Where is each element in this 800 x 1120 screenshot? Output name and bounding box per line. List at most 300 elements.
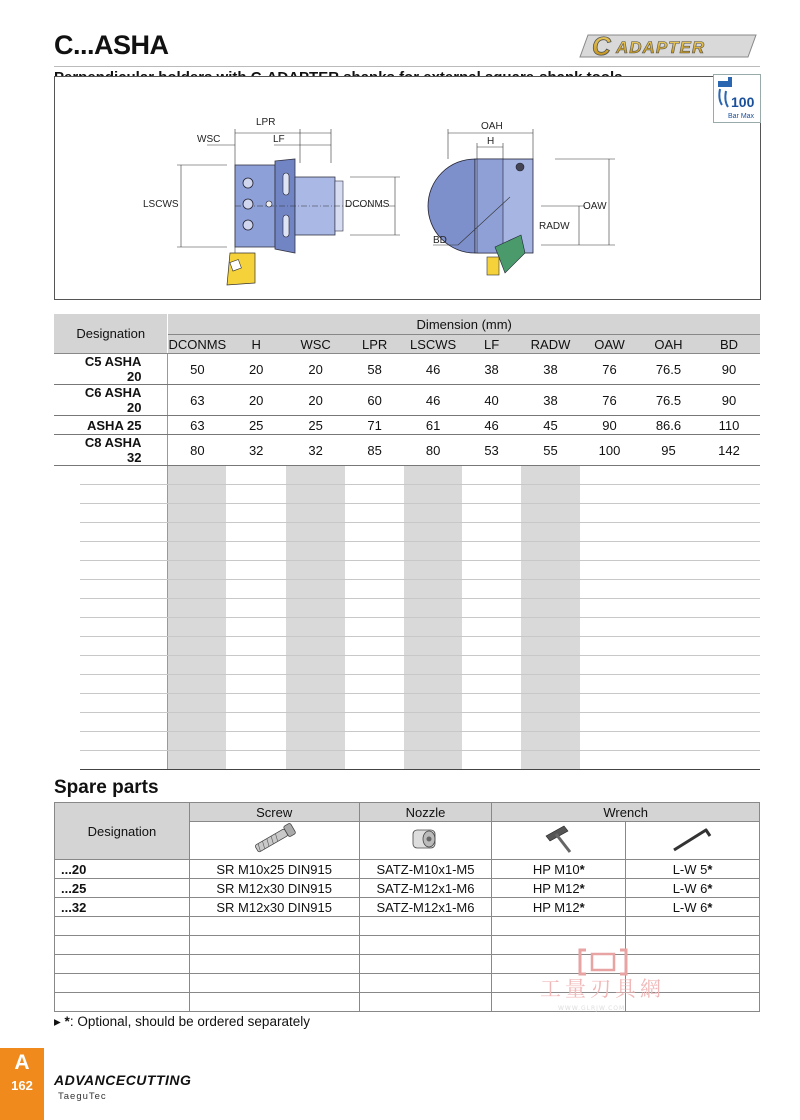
row-gutter <box>54 354 80 385</box>
cell-radw <box>521 542 580 561</box>
cell-oah <box>639 523 698 542</box>
spare-designation: ...32 <box>55 898 190 917</box>
cell-oah: 76.5 <box>639 385 698 416</box>
cell-dconms <box>168 599 226 618</box>
cell-lpr <box>345 504 404 523</box>
cell-lf <box>462 694 521 713</box>
cell-lf <box>462 732 521 751</box>
cell-h <box>226 561 286 580</box>
spare-parts-title: Spare parts <box>54 777 159 798</box>
cell-lf <box>462 580 521 599</box>
spare-wrench1-value: HP M10 <box>532 861 580 877</box>
spare-nozzle <box>359 993 492 1012</box>
spare-nozzle <box>359 860 492 879</box>
table-row-empty <box>54 542 760 561</box>
holder-drawing <box>55 77 760 299</box>
cell-oaw <box>580 618 639 637</box>
row-gutter <box>54 656 80 675</box>
cell-bd <box>698 694 760 713</box>
spare-wrench2-value: L-W 5 <box>672 861 708 877</box>
label-dconms: DCONMS <box>345 199 390 210</box>
cell-oaw: 100 <box>580 435 639 466</box>
svg-text:C: C <box>592 31 611 61</box>
cell-lscws <box>404 675 462 694</box>
cell-oaw: 76 <box>580 385 639 416</box>
cell-lf <box>462 618 521 637</box>
optional-star: * <box>707 861 713 877</box>
cell-lf <box>462 599 521 618</box>
row-gutter <box>54 435 80 466</box>
cell-lf: 38 <box>462 354 521 385</box>
cell-lf <box>462 485 521 504</box>
cell-dconms: 63 <box>168 385 226 416</box>
cell-wsc <box>286 751 345 770</box>
spare-nozzle <box>359 936 492 955</box>
cell-lpr <box>345 599 404 618</box>
table-row-empty <box>54 599 760 618</box>
spare-row-empty <box>55 917 760 936</box>
row-gutter <box>54 694 80 713</box>
watermark <box>536 944 676 1016</box>
cell-bd <box>698 561 760 580</box>
cell-dconms <box>168 694 226 713</box>
spare-designation <box>55 993 190 1012</box>
screw-icon-cell <box>189 822 359 860</box>
col-bd: BD <box>698 335 760 354</box>
cell-dconms <box>168 485 226 504</box>
cell-lpr <box>345 523 404 542</box>
cell-oaw <box>580 751 639 770</box>
cell-dconms <box>168 561 226 580</box>
cell-radw <box>521 580 580 599</box>
cell-lscws: 80 <box>404 435 462 466</box>
cell-lscws: 46 <box>404 354 462 385</box>
row-designation <box>80 466 168 485</box>
cell-lscws <box>404 694 462 713</box>
cell-lf: 40 <box>462 385 521 416</box>
spare-wrench1 <box>492 917 626 936</box>
spare-wrench1 <box>492 879 626 898</box>
row-designation: C5 ASHA 20 <box>80 354 168 385</box>
cell-wsc <box>286 599 345 618</box>
cell-oah <box>639 542 698 561</box>
row-designation <box>80 599 168 618</box>
cell-h <box>226 580 286 599</box>
cell-oah <box>639 637 698 656</box>
cell-oaw: 90 <box>580 416 639 435</box>
row-designation <box>80 637 168 656</box>
cell-lscws <box>404 751 462 770</box>
spare-designation <box>55 936 190 955</box>
cell-wsc <box>286 504 345 523</box>
row-designation <box>80 732 168 751</box>
col-lf: LF <box>462 335 521 354</box>
cell-bd: 90 <box>698 354 760 385</box>
row-designation <box>80 504 168 523</box>
col-lpr: LPR <box>345 335 404 354</box>
cell-dconms <box>168 751 226 770</box>
table-row-empty <box>54 675 760 694</box>
c-adapter-logo <box>578 31 760 61</box>
spare-screw <box>189 974 359 993</box>
row-gutter <box>54 542 80 561</box>
cell-bd <box>698 485 760 504</box>
cell-wsc <box>286 466 345 485</box>
cell-dconms <box>168 542 226 561</box>
cell-oaw <box>580 485 639 504</box>
cell-oah <box>639 751 698 770</box>
spare-wrench1-value: HP M12 <box>532 899 580 915</box>
cell-h: 20 <box>226 385 286 416</box>
cell-lf <box>462 466 521 485</box>
cell-lpr <box>345 580 404 599</box>
cell-lf <box>462 713 521 732</box>
cell-dconms: 63 <box>168 416 226 435</box>
cell-h <box>226 656 286 675</box>
cell-lf <box>462 751 521 770</box>
cell-bd <box>698 713 760 732</box>
cell-bd <box>698 504 760 523</box>
cell-oah: 76.5 <box>639 354 698 385</box>
cell-oaw <box>580 713 639 732</box>
row-designation <box>80 751 168 770</box>
cell-lscws <box>404 542 462 561</box>
cell-h <box>226 542 286 561</box>
spare-designation <box>55 955 190 974</box>
brand-logo: ADVANCECUTTING <box>54 1072 192 1088</box>
spare-wrench1 <box>492 860 626 879</box>
cell-lpr <box>345 713 404 732</box>
cell-h <box>226 618 286 637</box>
row-gutter <box>54 618 80 637</box>
row-designation <box>80 485 168 504</box>
spare-nozzle <box>359 917 492 936</box>
optional-star: * <box>579 880 585 896</box>
spare-screw <box>189 860 359 879</box>
cell-oaw <box>580 580 639 599</box>
row-gutter <box>54 675 80 694</box>
cell-lscws: 61 <box>404 416 462 435</box>
cell-oaw <box>580 504 639 523</box>
cell-h <box>226 694 286 713</box>
table-row-empty <box>54 732 760 751</box>
cell-radw <box>521 561 580 580</box>
spare-wrench2 <box>626 879 760 898</box>
cell-dconms: 80 <box>168 435 226 466</box>
cell-lscws <box>404 713 462 732</box>
cell-lscws <box>404 523 462 542</box>
spare-nozzle-value: SATZ-M12x1-M6 <box>376 899 475 915</box>
cell-oah <box>639 618 698 637</box>
spare-wrench2-value: L-W 6 <box>672 880 708 896</box>
cell-oaw <box>580 599 639 618</box>
cell-lpr <box>345 466 404 485</box>
optional-star: * <box>579 861 585 877</box>
col-wsc: WSC <box>286 335 345 354</box>
cell-wsc <box>286 675 345 694</box>
cell-lpr: 71 <box>345 416 404 435</box>
spare-designation-header: Designation <box>55 803 190 860</box>
cell-oah <box>639 485 698 504</box>
col-lscws: LSCWS <box>404 335 462 354</box>
cell-h <box>226 751 286 770</box>
t-wrench-icon-cell <box>492 822 626 860</box>
coolant-pressure-badge <box>713 74 761 123</box>
cell-radw: 55 <box>521 435 580 466</box>
spare-screw <box>189 955 359 974</box>
cell-lf <box>462 637 521 656</box>
cell-lf: 46 <box>462 416 521 435</box>
side-view <box>143 117 400 285</box>
cell-lpr: 85 <box>345 435 404 466</box>
spare-row <box>55 860 760 879</box>
cell-oaw <box>580 542 639 561</box>
spare-nozzle <box>359 955 492 974</box>
cell-bd <box>698 675 760 694</box>
spare-nozzle-value: SATZ-M10x1-M5 <box>376 861 475 877</box>
cell-lpr <box>345 542 404 561</box>
cell-lpr <box>345 618 404 637</box>
screw-header: Screw <box>189 803 359 822</box>
cell-lf <box>462 504 521 523</box>
cell-wsc <box>286 542 345 561</box>
cell-lpr <box>345 732 404 751</box>
cell-lf <box>462 542 521 561</box>
cell-oaw <box>580 561 639 580</box>
cell-bd: 90 <box>698 385 760 416</box>
table-row-empty <box>54 466 760 485</box>
row-designation <box>80 675 168 694</box>
spare-nozzle <box>359 879 492 898</box>
footnote-star: * <box>64 1014 70 1029</box>
cell-h <box>226 713 286 732</box>
row-designation: C8 ASHA 32 <box>80 435 168 466</box>
cell-h <box>226 466 286 485</box>
spare-screw <box>189 917 359 936</box>
cell-lpr: 60 <box>345 385 404 416</box>
row-gutter <box>54 523 80 542</box>
faucet-icon <box>714 75 760 122</box>
cell-radw <box>521 751 580 770</box>
cell-lpr <box>345 637 404 656</box>
spare-designation: ...25 <box>55 879 190 898</box>
label-h: H <box>487 136 495 147</box>
label-oaw: OAW <box>583 201 607 212</box>
cell-wsc <box>286 561 345 580</box>
cell-wsc: 20 <box>286 354 345 385</box>
cell-wsc: 20 <box>286 385 345 416</box>
row-designation: C6 ASHA 20 <box>80 385 168 416</box>
cell-lpr <box>345 694 404 713</box>
spare-wrench2 <box>626 917 760 936</box>
table-row-empty <box>54 580 760 599</box>
cell-radw <box>521 656 580 675</box>
cell-lscws <box>404 656 462 675</box>
optional-star: * <box>707 880 713 896</box>
l-wrench-icon-cell <box>626 822 760 860</box>
spare-row <box>55 898 760 917</box>
cell-radw <box>521 618 580 637</box>
cell-oah <box>639 599 698 618</box>
row-gutter <box>54 637 80 656</box>
cell-oah <box>639 675 698 694</box>
cell-lf <box>462 656 521 675</box>
cell-wsc <box>286 694 345 713</box>
cell-h <box>226 599 286 618</box>
table-row-empty <box>54 504 760 523</box>
cell-dconms <box>168 618 226 637</box>
cell-lscws: 46 <box>404 385 462 416</box>
table-row-empty <box>54 485 760 504</box>
cell-h: 32 <box>226 435 286 466</box>
label-bd: BD <box>433 235 447 246</box>
cell-wsc <box>286 618 345 637</box>
cell-lf: 53 <box>462 435 521 466</box>
cell-radw <box>521 523 580 542</box>
spare-nozzle-value: SATZ-M12x1-M6 <box>376 880 475 896</box>
designation-header: Designation <box>54 314 168 354</box>
cell-bd <box>698 732 760 751</box>
cell-h: 20 <box>226 354 286 385</box>
cell-h <box>226 732 286 751</box>
row-gutter <box>54 561 80 580</box>
table-row <box>54 354 760 385</box>
footnote <box>54 1014 310 1030</box>
col-oah: OAH <box>639 335 698 354</box>
col-h: H <box>226 335 286 354</box>
row-designation <box>80 694 168 713</box>
badge-unit: Bar Max <box>728 113 755 120</box>
row-designation <box>80 523 168 542</box>
cell-bd <box>698 599 760 618</box>
col-dconms: DCONMS <box>168 336 227 352</box>
row-gutter <box>54 580 80 599</box>
cell-lf <box>462 561 521 580</box>
cell-radw: 38 <box>521 354 580 385</box>
header-rule <box>54 66 760 67</box>
cell-radw: 45 <box>521 416 580 435</box>
row-gutter <box>54 751 80 770</box>
cell-bd <box>698 751 760 770</box>
cell-lscws <box>404 599 462 618</box>
cell-oah <box>639 656 698 675</box>
cell-lscws <box>404 485 462 504</box>
nozzle-icon-cell <box>359 822 492 860</box>
cell-dconms <box>168 732 226 751</box>
table-row-empty <box>54 713 760 732</box>
cell-bd <box>698 580 760 599</box>
row-gutter <box>54 732 80 751</box>
cell-lscws <box>404 580 462 599</box>
table-row-empty <box>54 561 760 580</box>
label-lf: LF <box>273 134 285 145</box>
cell-dconms <box>168 466 226 485</box>
nozzle-icon <box>405 822 445 856</box>
cell-oah <box>639 466 698 485</box>
cell-oaw <box>580 694 639 713</box>
spare-screw <box>189 879 359 898</box>
cell-lpr <box>345 485 404 504</box>
cell-lpr: 58 <box>345 354 404 385</box>
cell-lpr <box>345 656 404 675</box>
optional-star: * <box>707 899 713 915</box>
spare-wrench1 <box>492 898 626 917</box>
spare-wrench2 <box>626 860 760 879</box>
section-letter: A <box>14 1051 30 1074</box>
cell-bd <box>698 618 760 637</box>
cell-h: 25 <box>226 416 286 435</box>
table-row-empty <box>54 618 760 637</box>
cell-wsc: 25 <box>286 416 345 435</box>
cell-lf <box>462 523 521 542</box>
dimension-group-header: Dimension (mm) <box>168 314 760 335</box>
row-gutter <box>54 385 80 416</box>
cell-lscws <box>404 466 462 485</box>
table-row <box>54 416 760 435</box>
cell-wsc <box>286 656 345 675</box>
spare-wrench2 <box>626 898 760 917</box>
screw-icon <box>244 822 304 856</box>
optional-star: * <box>579 899 585 915</box>
cell-radw <box>521 504 580 523</box>
table-row-empty <box>54 656 760 675</box>
cell-bd <box>698 466 760 485</box>
spare-screw-value: SR M12x30 DIN915 <box>216 880 333 896</box>
cell-oaw: 76 <box>580 354 639 385</box>
cell-bd: 142 <box>698 435 760 466</box>
cell-dconms <box>168 637 226 656</box>
cell-wsc <box>286 637 345 656</box>
dimension-table <box>54 314 760 770</box>
row-designation <box>80 713 168 732</box>
cell-lscws <box>404 637 462 656</box>
t-wrench-icon <box>534 822 584 856</box>
spare-nozzle <box>359 898 492 917</box>
col-radw: RADW <box>521 335 580 354</box>
table-row-empty <box>54 751 760 770</box>
badge-value: 100 <box>731 94 755 110</box>
svg-text:ADAPTER: ADAPTER <box>616 38 706 57</box>
cell-oaw <box>580 675 639 694</box>
cell-radw: 38 <box>521 385 580 416</box>
cell-oah: 95 <box>639 435 698 466</box>
spare-wrench2-value: L-W 6 <box>672 899 708 915</box>
row-gutter <box>54 713 80 732</box>
cell-lscws <box>404 618 462 637</box>
cell-radw <box>521 694 580 713</box>
cell-oaw <box>580 466 639 485</box>
table-row-empty <box>54 637 760 656</box>
cell-dconms <box>168 523 226 542</box>
cell-h <box>226 504 286 523</box>
row-designation <box>80 580 168 599</box>
table-row <box>54 435 760 466</box>
cell-lpr <box>345 751 404 770</box>
cell-oah <box>639 580 698 599</box>
spare-designation <box>55 917 190 936</box>
cell-dconms: 50 <box>168 354 226 385</box>
row-designation <box>80 542 168 561</box>
cell-oaw <box>580 637 639 656</box>
nozzle-header: Nozzle <box>359 803 492 822</box>
row-gutter <box>54 485 80 504</box>
spare-screw <box>189 993 359 1012</box>
cell-wsc <box>286 732 345 751</box>
cell-oah <box>639 732 698 751</box>
front-view <box>428 121 615 275</box>
diagram-panel <box>54 76 761 300</box>
cell-radw <box>521 675 580 694</box>
